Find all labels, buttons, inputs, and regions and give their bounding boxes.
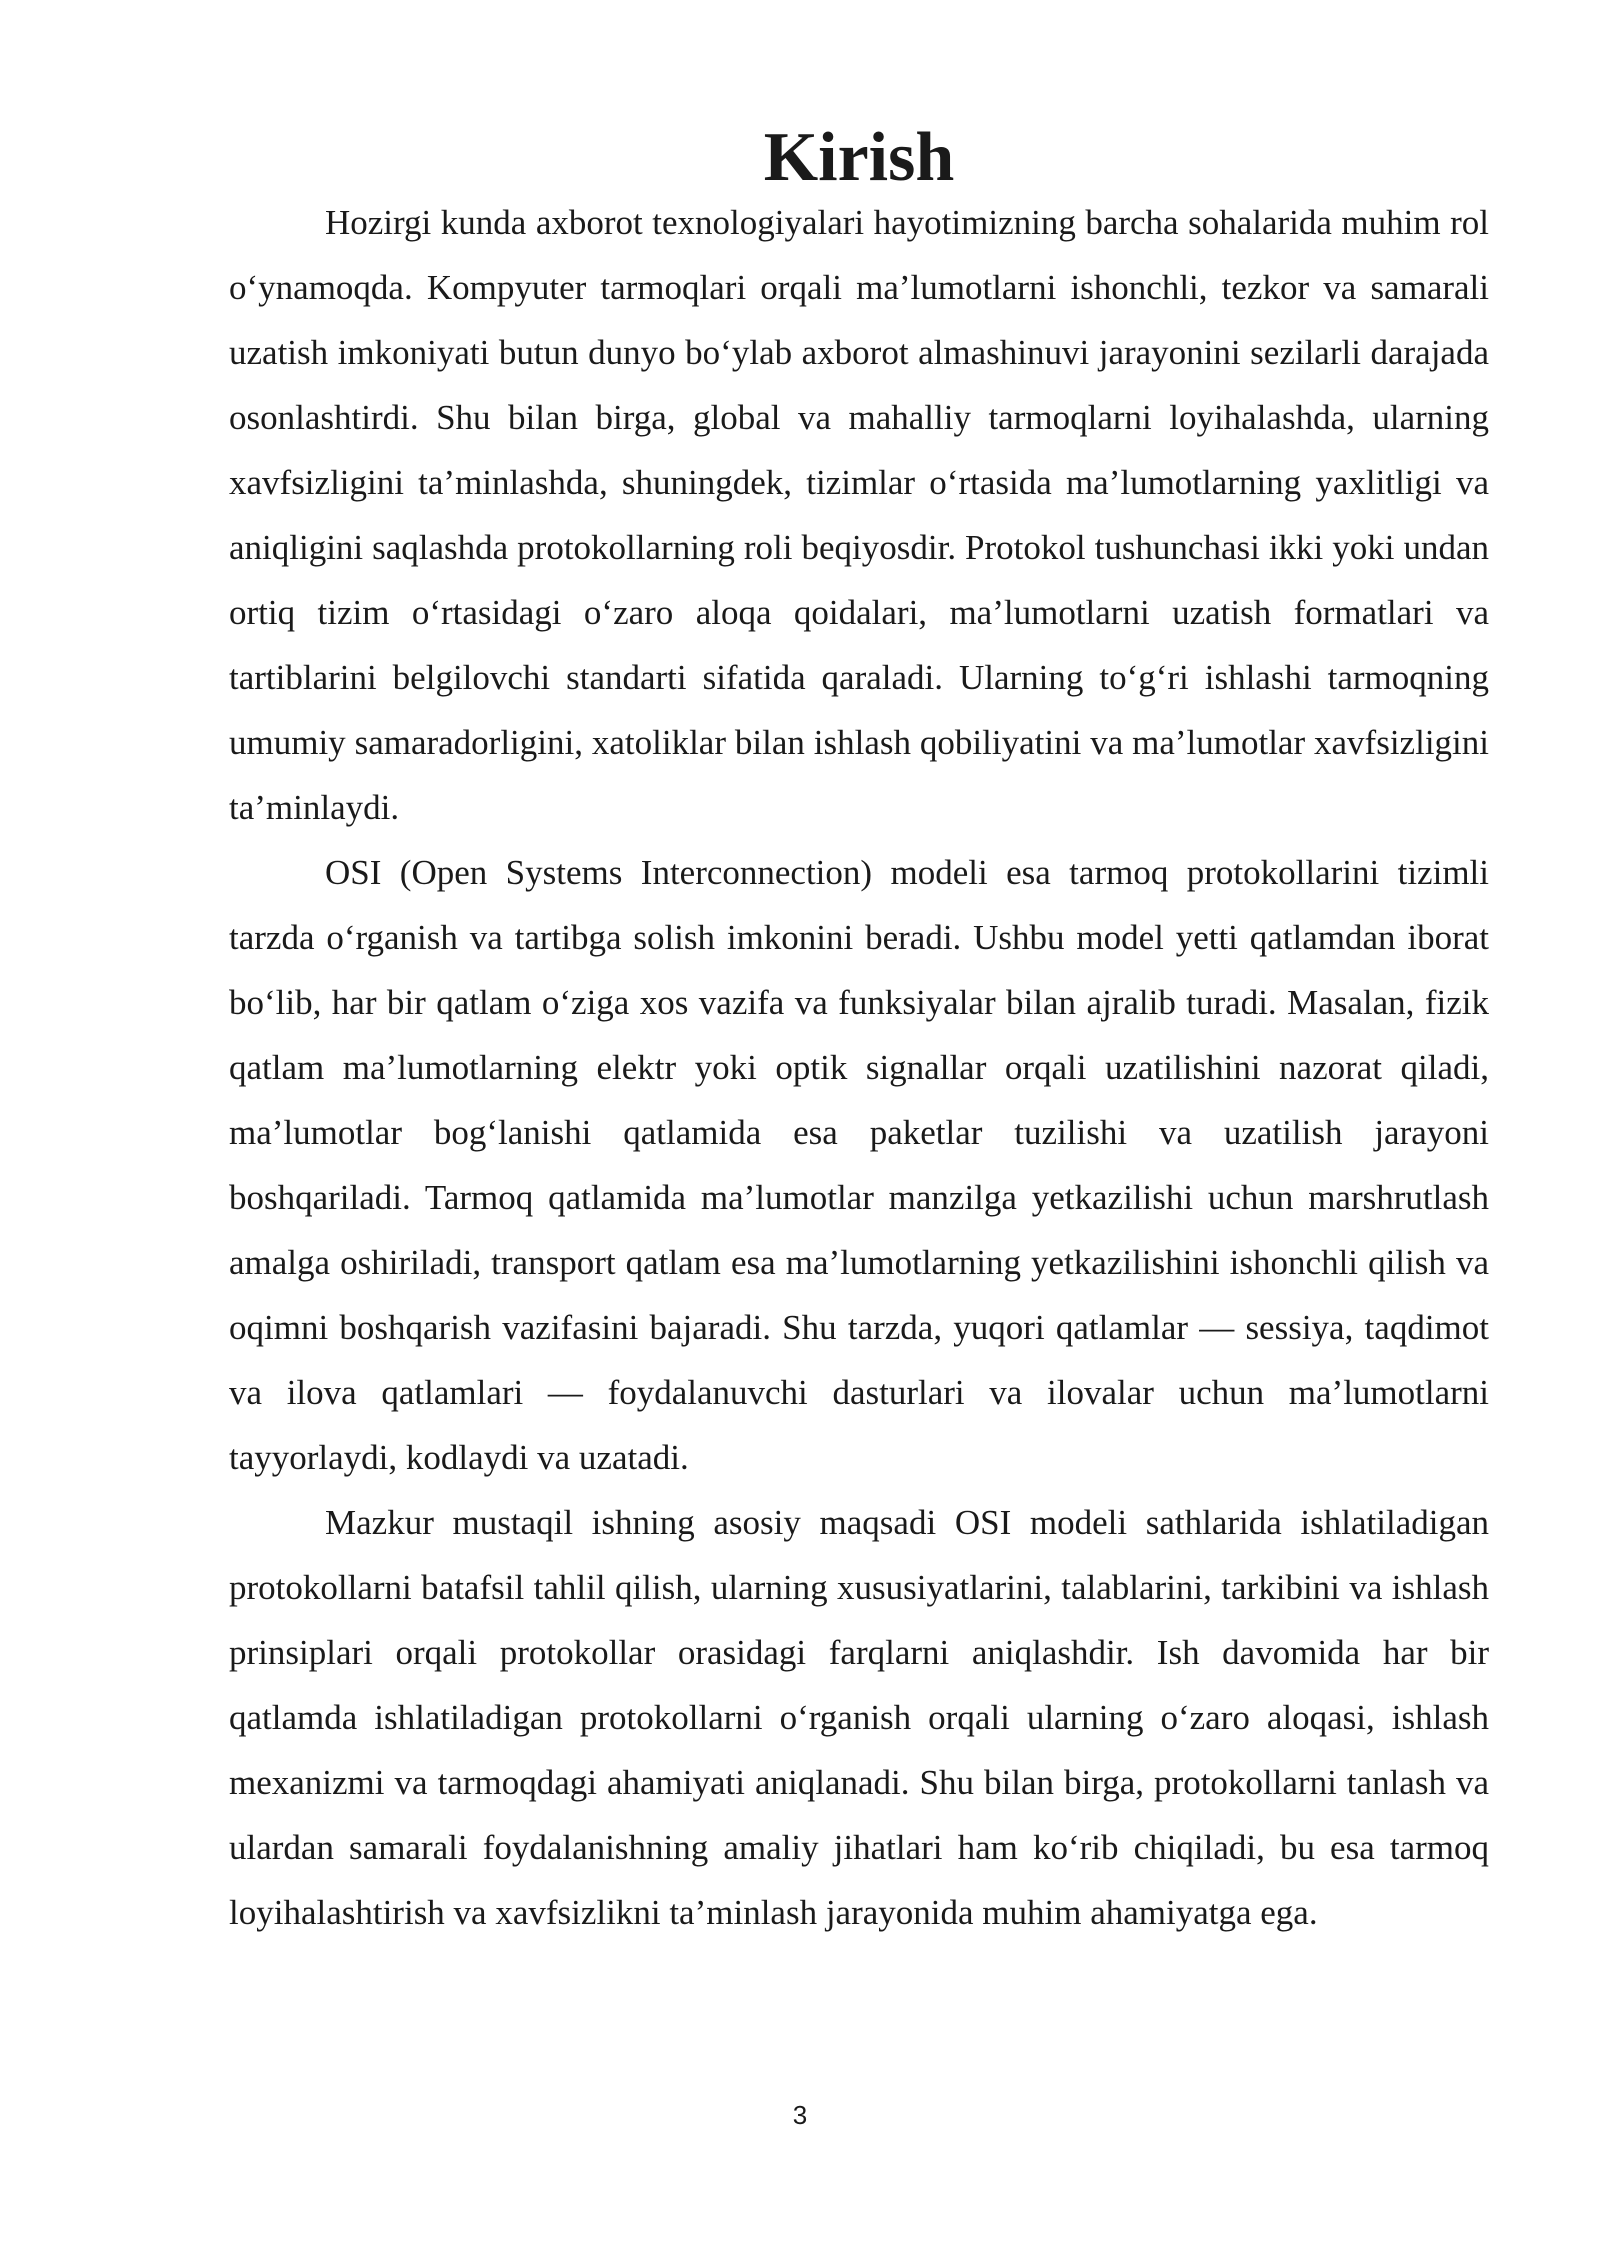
paragraph-intro: Hozirgi kunda axborot texnologiyalari hayotimizning barcha sohalarida muhim rol o‘ynamoqda. Kompyuter tarmoqlari orqali ma’lumotlarni ishonchli, tezkor va samarali uzatish imkoniyati butun dunyo bo‘ylab axborot almashinuvi jarayonini sezilarli darajada osonlashtirdi. Shu bilan birga, global va mahalliy tarmoqlarni loyihalashda, ularning xavfsizligini ta’minlashda, shuningdek, tizimlar o‘rtasida ma’lumotlarning yaxlitligi va aniqligini saqlashda protokollarning roli beqiyosdir. Protokol tushunchasi ikki yoki undan ortiq tizim o‘rtasidagi o‘zaro aloqa qoidalari, ma’lumotlarni uzatish formatlari va tartiblarini belgilovchi standarti sifatida qaraladi. Ularning to‘g‘ri ishlashi tarmoqning umumiy samaradorligini, xatoliklar bilan ishlash qobiliyatini va ma’lumotlar xavfsizligini ta’minlaydi. [229, 203, 1489, 827]
page-body [229, 119, 1489, 1945]
paragraph-goal: Mazkur mustaqil ishning asosiy maqsadi OSI modeli sathlarida ishlatiladigan protokollarni batafsil tahlil qilish, ularning xususiyatlarini, talablarini, tarkibini va ishlash prinsiplari orqali protokollar orasidagi farqlarni aniqlashdir. Ish davomida har bir qatlamda ishlatiladigan protokollarni o‘rganish orqali ularning o‘zaro aloqasi, ishlash mexanizmi va tarmoqdagi ahamiyati aniqlanadi. Shu bilan birga, protokollarni tanlash va ulardan samarali foydalanishning amaliy jihatlari ham ko‘rib chiqiladi, bu esa tarmoq loyihalashtirish va xavfsizlikni ta’minlash jarayonida muhim ahamiyatga ega. [229, 1503, 1489, 1932]
paragraph-osi-model: OSI (Open Systems Interconnection) modeli esa tarmoq protokollarini tizimli tarzda o‘rganish va tartibga solish imkonini beradi. Ushbu model yetti qatlamdan iborat bo‘lib, har bir qatlam o‘ziga xos vazifa va funksiyalar bilan ajralib turadi. Masalan, fizik qatlam ma’lumotlarning elektr yoki optik signallar orqali uzatilishini nazorat qiladi, ma’lumotlar bog‘lanishi qatlamida esa paketlar tuzilishi va uzatilish jarayoni boshqariladi. Tarmoq qatlamida ma’lumotlar manzilga yetkazilishi uchun marshrutlash amalga oshiriladi, transport qatlam esa ma’lumotlarning yetkazilishini ishonchli qilish va oqimni boshqarish vazifasini bajaradi. Shu tarzda, yuqori qatlamlar — sessiya, taqdimot va ilova qatlamlari — foydalanuvchi dasturlari va ilovalar uchun ma’lumotlarni tayyorlaydi, kodlaydi va uzatadi. [229, 853, 1489, 1477]
section-title: Kirish [763, 119, 955, 196]
page-number: 3 [792, 2100, 808, 2130]
